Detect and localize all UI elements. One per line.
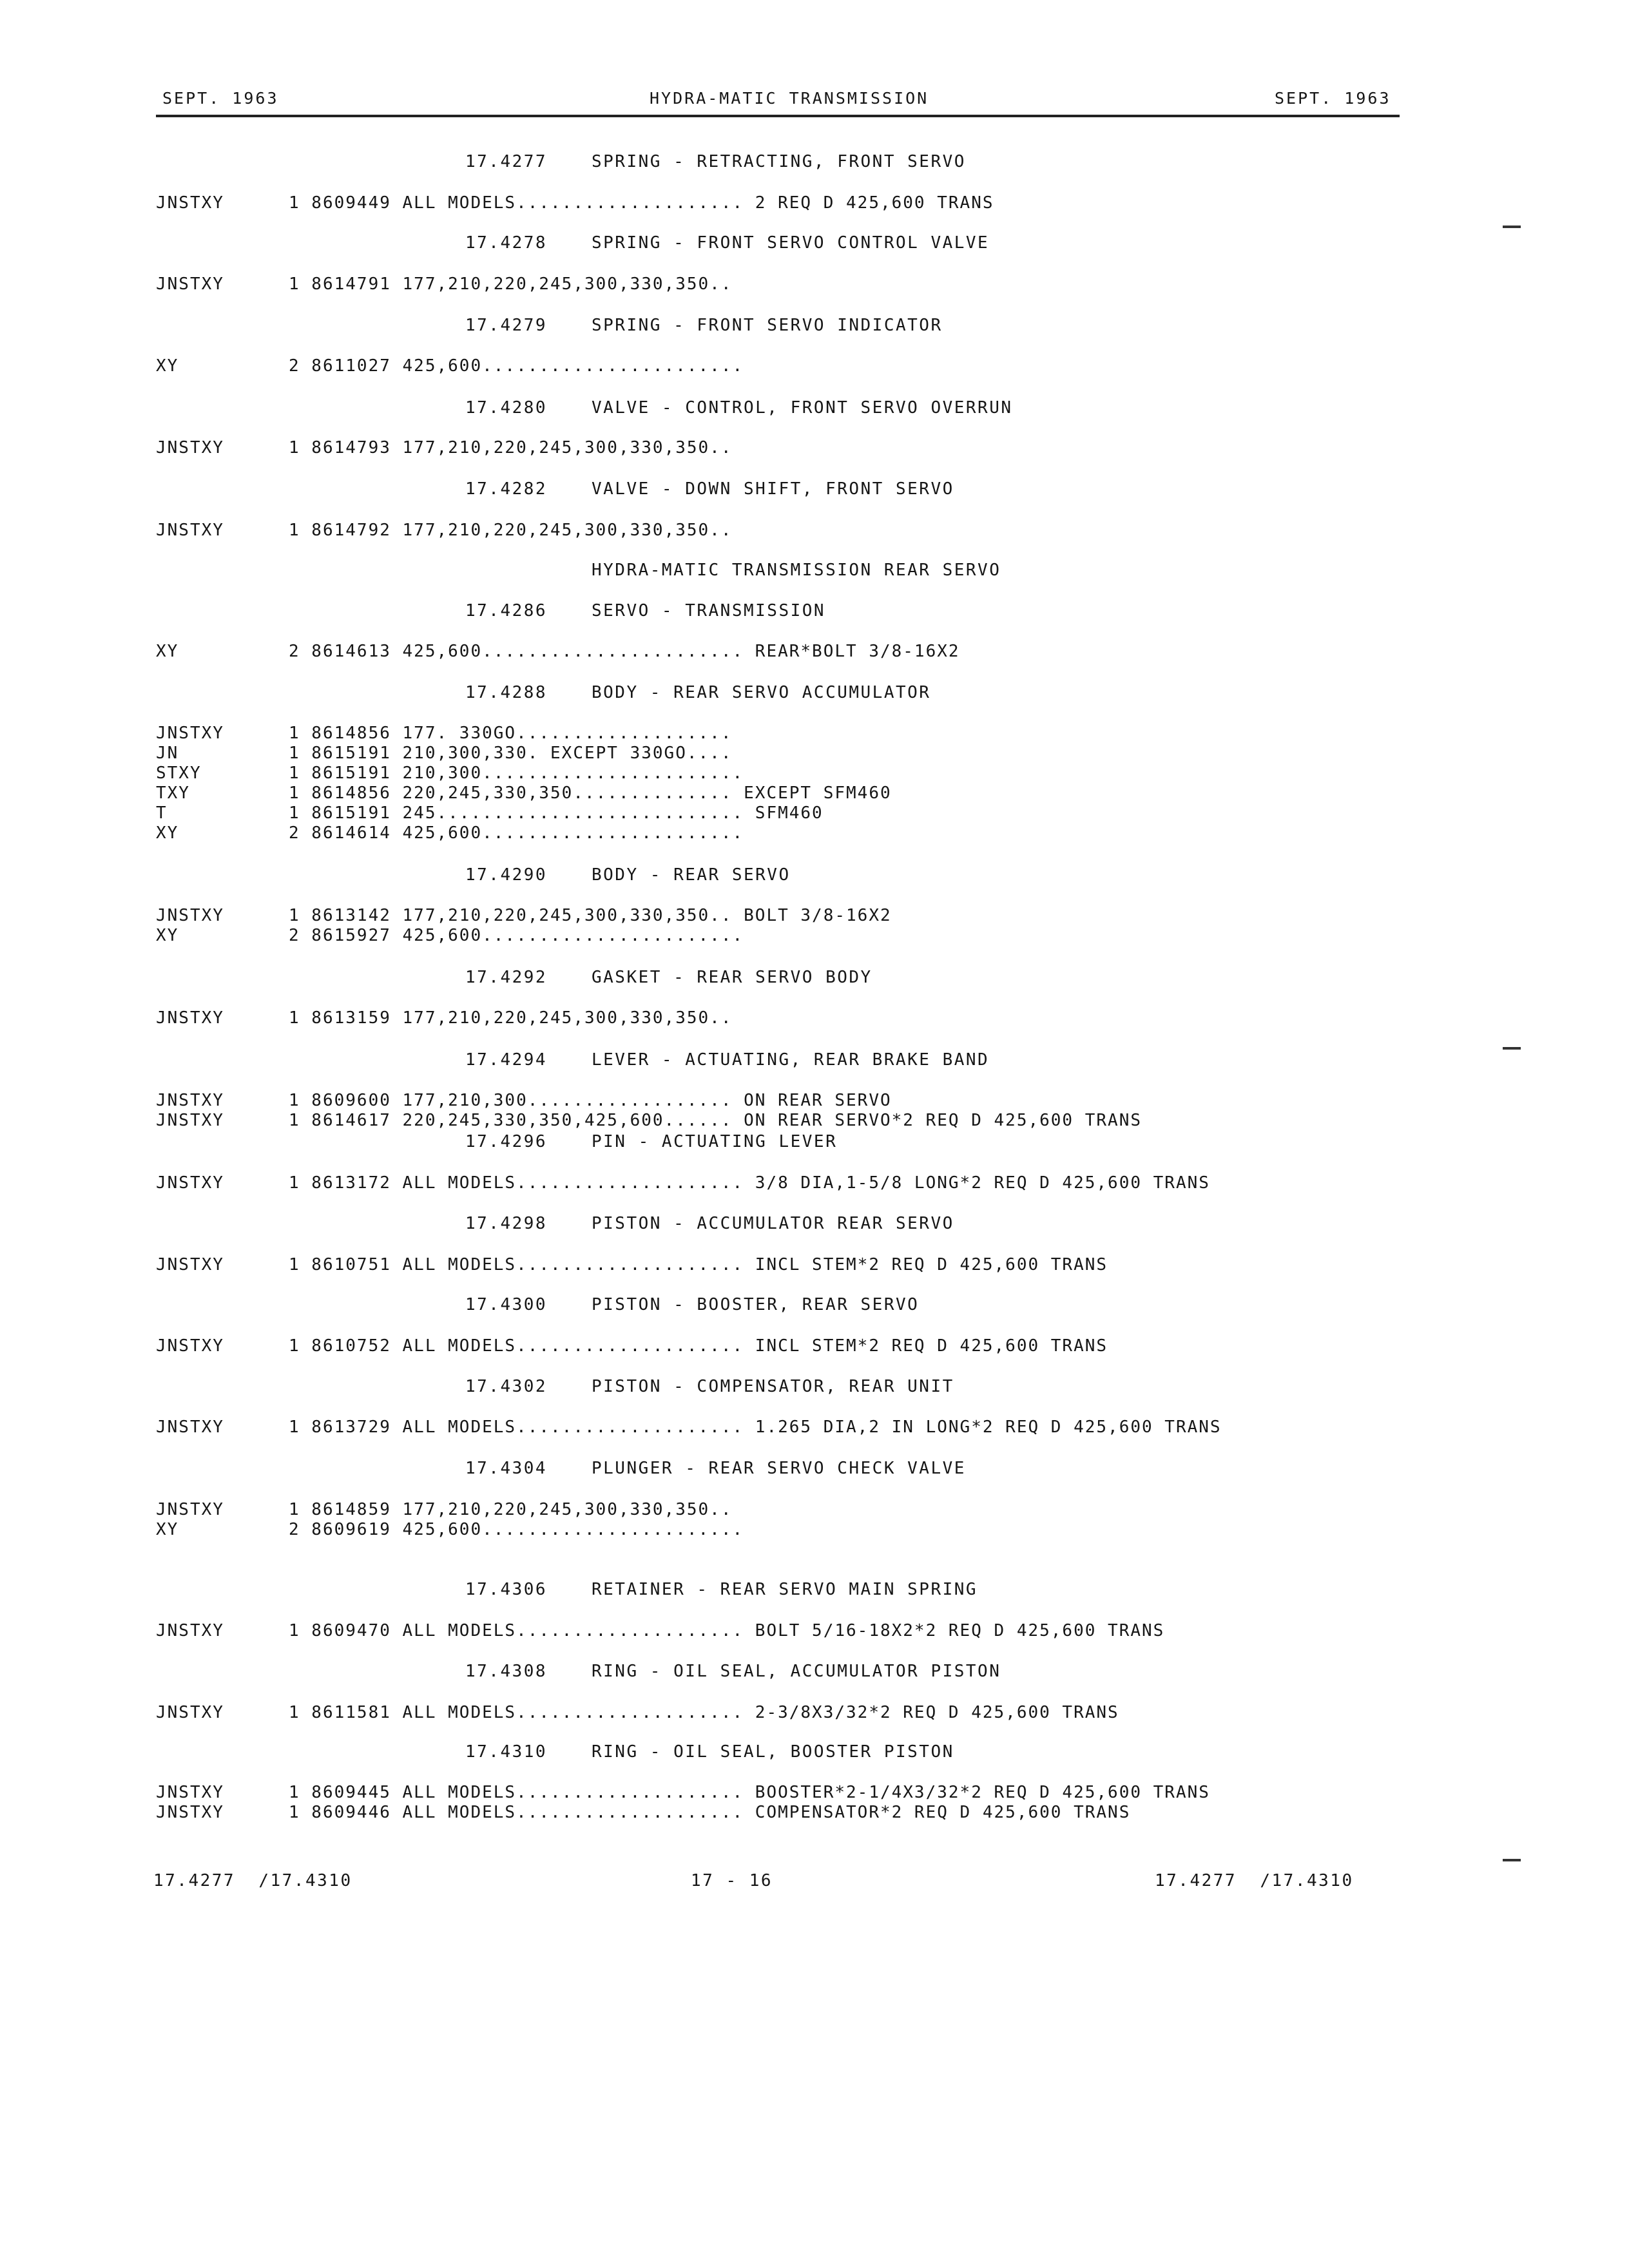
model-codes: JNSTXY [156, 1336, 224, 1356]
part-description: LEVER - ACTUATING, REAR BRAKE BAND [592, 1050, 990, 1070]
part-description: PISTON - ACCUMULATOR REAR SERVO [592, 1214, 954, 1233]
model-codes: JNSTXY [156, 906, 224, 925]
part-code: 17.4292 [465, 968, 548, 987]
part-detail: 1 8614856 177. 330GO................... [289, 724, 733, 743]
part-detail: 1 8613172 ALL MODELS.................... 3/8 DIA,1-5/8 LONG*2 REQ D 425,600 TRANS [289, 1173, 1210, 1193]
model-codes: JNSTXY [156, 274, 224, 294]
part-description: VALVE - DOWN SHIFT, FRONT SERVO [592, 479, 954, 499]
part-heading [465, 1459, 966, 1478]
model-codes: XY [156, 356, 179, 376]
model-codes: JNSTXY [156, 1111, 224, 1130]
part-description: PISTON - BOOSTER, REAR SERVO [592, 1295, 920, 1314]
model-codes: XY [156, 642, 179, 661]
part-description: SPRING - FRONT SERVO INDICATOR [592, 316, 943, 335]
part-detail: 1 8614791 177,210,220,245,300,330,350.. [289, 274, 733, 294]
footer-range-left: 17.4277 /17.4310 [153, 1871, 352, 1890]
part-code: 17.4277 [465, 152, 548, 171]
part-description: SPRING - RETRACTING, FRONT SERVO [592, 152, 966, 171]
part-detail: 1 8610751 ALL MODELS.................... INCL STEM*2 REQ D 425,600 TRANS [289, 1255, 1108, 1274]
part-detail: 2 8609619 425,600....................... [289, 1520, 744, 1539]
part-detail: 1 8614793 177,210,220,245,300,330,350.. [289, 438, 733, 457]
part-detail: 1 8615191 210,300,330. EXCEPT 330GO.... [289, 744, 733, 763]
model-codes: TXY [156, 783, 190, 803]
model-codes: JNSTXY [156, 724, 224, 743]
part-heading [465, 1295, 919, 1314]
model-codes: JNSTXY [156, 1621, 224, 1640]
part-description: RING - OIL SEAL, ACCUMULATOR PISTON [592, 1662, 1001, 1681]
model-codes: JN [156, 744, 179, 763]
part-description: PISTON - COMPENSATOR, REAR UNIT [592, 1377, 954, 1396]
part-detail: 2 8614613 425,600....................... REAR*BOLT 3/8-16X2 [289, 642, 960, 661]
part-code: 17.4304 [465, 1459, 548, 1478]
part-detail: 1 8609600 177,210,300.................. ON REAR SERVO [289, 1091, 892, 1110]
part-heading [465, 398, 1013, 418]
part-heading [465, 1377, 954, 1396]
part-detail: 1 8611581 ALL MODELS.................... 2-3/8X3/32*2 REQ D 425,600 TRANS [289, 1703, 1119, 1722]
part-code: 17.4300 [465, 1295, 548, 1314]
model-codes: JNSTXY [156, 1783, 224, 1802]
part-detail: 1 8614859 177,210,220,245,300,330,350.. [289, 1500, 733, 1519]
part-code: 17.4296 [465, 1132, 548, 1151]
model-codes: T [156, 803, 168, 823]
part-description: PIN - ACTUATING LEVER [592, 1132, 838, 1151]
part-description: VALVE - CONTROL, FRONT SERVO OVERRUN [592, 398, 1013, 418]
model-codes: JNSTXY [156, 1173, 224, 1193]
margin-mark [1503, 1859, 1521, 1861]
model-codes: JNSTXY [156, 438, 224, 457]
model-codes: STXY [156, 764, 202, 783]
part-heading [465, 865, 791, 885]
part-code: 17.4308 [465, 1662, 548, 1681]
part-description: BODY - REAR SERVO ACCUMULATOR [592, 683, 931, 702]
part-detail: 1 8615191 210,300....................... [289, 764, 744, 783]
part-code: 17.4294 [465, 1050, 548, 1070]
part-detail: 1 8613729 ALL MODELS.................... 1.265 DIA,2 IN LONG*2 REQ D 425,600 TRANS [289, 1418, 1222, 1437]
part-heading [465, 1214, 954, 1233]
part-description: HYDRA-MATIC TRANSMISSION REAR SERVO [592, 561, 1001, 580]
part-description: RETAINER - REAR SERVO MAIN SPRING [592, 1580, 978, 1599]
part-heading [465, 683, 930, 702]
part-heading [465, 1580, 978, 1599]
part-heading [465, 968, 872, 987]
model-codes: XY [156, 926, 179, 945]
part-code: 17.4288 [465, 683, 548, 702]
part-detail: 1 8609470 ALL MODELS.................... BOLT 5/16-18X2*2 REQ D 425,600 TRANS [289, 1621, 1165, 1640]
model-codes: JNSTXY [156, 1008, 224, 1028]
part-heading [465, 479, 954, 499]
part-detail: 1 8615191 245........................... SFM460 [289, 803, 824, 823]
margin-mark [1503, 1047, 1521, 1050]
header-title: HYDRA-MATIC TRANSMISSION [650, 89, 929, 108]
part-description: PLUNGER - REAR SERVO CHECK VALVE [592, 1459, 966, 1478]
part-heading [465, 233, 989, 253]
part-code: 17.4286 [465, 601, 548, 620]
part-code: 17.4302 [465, 1377, 548, 1396]
group-heading [592, 561, 1001, 580]
part-code: 17.4282 [465, 479, 548, 499]
part-code: 17.4278 [465, 233, 548, 253]
part-detail: 2 8611027 425,600....................... [289, 356, 744, 376]
part-code: 17.4290 [465, 865, 548, 885]
part-description: RING - OIL SEAL, BOOSTER PISTON [592, 1742, 954, 1762]
model-codes: JNSTXY [156, 1255, 224, 1274]
model-codes: XY [156, 1520, 179, 1539]
model-codes: JNSTXY [156, 1418, 224, 1437]
model-codes: JNSTXY [156, 1091, 224, 1110]
part-detail: 1 8613159 177,210,220,245,300,330,350.. [289, 1008, 733, 1028]
part-heading [465, 1050, 989, 1070]
part-heading [465, 316, 943, 335]
part-heading [465, 152, 966, 171]
part-detail: 2 8615927 425,600....................... [289, 926, 744, 945]
part-detail: 1 8610752 ALL MODELS.................... INCL STEM*2 REQ D 425,600 TRANS [289, 1336, 1108, 1356]
model-codes: JNSTXY [156, 521, 224, 540]
part-detail: 1 8613142 177,210,220,245,300,330,350.. BOLT 3/8-16X2 [289, 906, 892, 925]
part-detail: 1 8609449 ALL MODELS.................... 2 REQ D 425,600 TRANS [289, 193, 994, 213]
part-code: 17.4298 [465, 1214, 548, 1233]
part-heading [465, 1662, 1001, 1681]
part-description: BODY - REAR SERVO [592, 865, 791, 885]
footer-page-number: 17 - 16 [691, 1871, 773, 1890]
margin-mark [1503, 226, 1521, 228]
model-codes: JNSTXY [156, 193, 224, 213]
part-detail: 1 8614856 220,245,330,350.............. EXCEPT SFM460 [289, 783, 892, 803]
part-heading [465, 1742, 954, 1762]
part-description: SERVO - TRANSMISSION [592, 601, 826, 620]
part-code: 17.4310 [465, 1742, 548, 1762]
header-rule [156, 115, 1400, 117]
part-heading [465, 1132, 837, 1151]
model-codes: JNSTXY [156, 1703, 224, 1722]
header-date-right: SEPT. 1963 [1275, 89, 1391, 108]
part-heading [465, 601, 825, 620]
part-code: 17.4306 [465, 1580, 548, 1599]
header-date-left: SEPT. 1963 [162, 89, 279, 108]
part-detail: 1 8609446 ALL MODELS.................... COMPENSATOR*2 REQ D 425,600 TRANS [289, 1803, 1131, 1822]
model-codes: XY [156, 823, 179, 843]
part-detail: 1 8614617 220,245,330,350,425,600...... ON REAR SERVO*2 REQ D 425,600 TRANS [289, 1111, 1142, 1130]
part-detail: 1 8609445 ALL MODELS.................... BOOSTER*2-1/4X3/32*2 REQ D 425,600 TRANS [289, 1783, 1210, 1802]
footer-range-right: 17.4277 /17.4310 [1155, 1871, 1354, 1890]
part-code: 17.4280 [465, 398, 548, 418]
model-codes: JNSTXY [156, 1500, 224, 1519]
part-detail: 2 8614614 425,600....................... [289, 823, 744, 843]
model-codes: JNSTXY [156, 1803, 224, 1822]
part-description: GASKET - REAR SERVO BODY [592, 968, 872, 987]
part-code: 17.4279 [465, 316, 548, 335]
part-description: SPRING - FRONT SERVO CONTROL VALVE [592, 233, 990, 253]
part-detail: 1 8614792 177,210,220,245,300,330,350.. [289, 521, 733, 540]
